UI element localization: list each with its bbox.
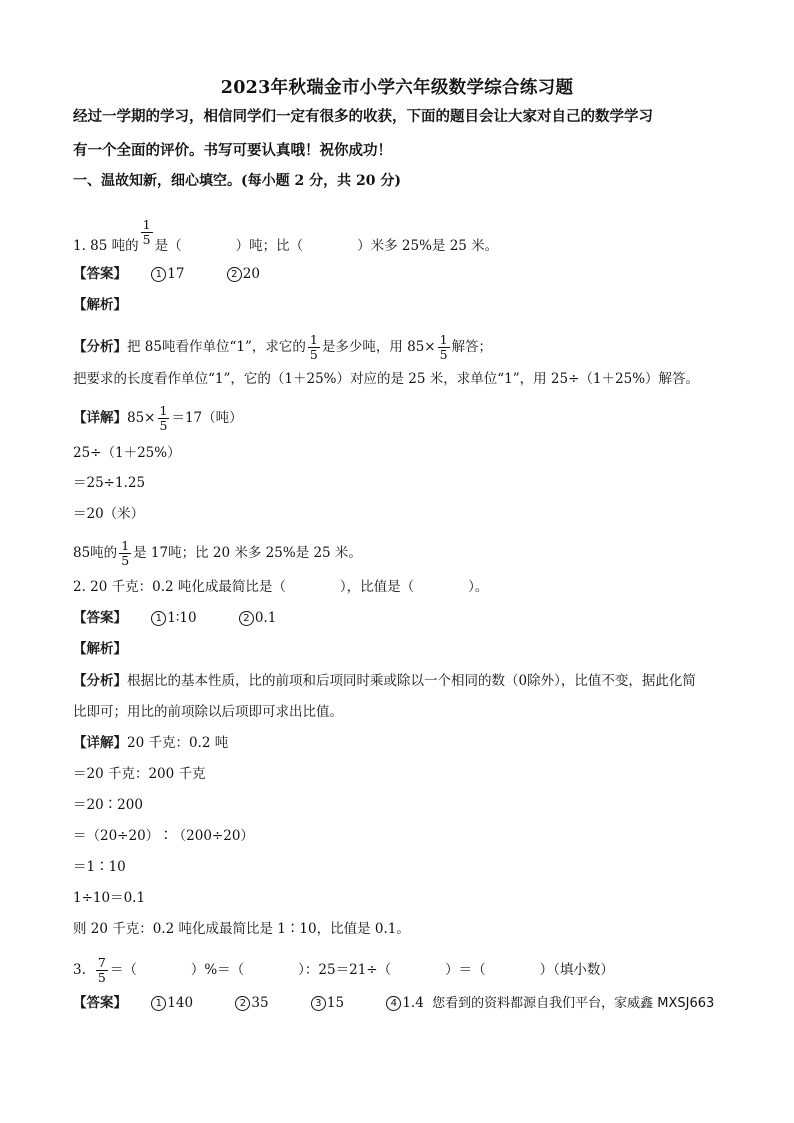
q1-fenxi-frac-2 xyxy=(438,333,450,362)
answer-label: 【答案】 xyxy=(73,610,127,626)
q1-conclusion-b: 是 17吨；比 20 米多 25%是 25 米。 xyxy=(133,545,362,561)
intro-line-1: 经过一学期的学习，相信同学们一定有很多的收获，下面的题目会让大家对自己的数学学习 xyxy=(73,108,653,125)
q2-detail-first: 20 千克：0.2 吨 xyxy=(127,735,229,751)
frac-den: 5 xyxy=(121,553,130,568)
circled-number-icon: 1 xyxy=(151,267,166,282)
q1-detail-a: 85× xyxy=(127,410,156,426)
q1-answer-row xyxy=(73,265,284,283)
q1-detail-b: ＝17（吨） xyxy=(171,410,243,426)
fenxi-label: 【分析】 xyxy=(73,673,127,689)
q1-conclusion-frac xyxy=(119,539,131,568)
q3-frac-den: 5 xyxy=(97,970,106,985)
q2-fenxi-text: 根据比的基本性质，比的前项和后项同时乘或除以一个相同的数（0除外），比值不变，据此化简 xyxy=(127,673,696,689)
q1-conclusion xyxy=(73,539,362,568)
q2-step-1: ＝20 千克：200 千克 xyxy=(73,766,206,782)
q1-fenxi-line-2: 把要求的长度看作单位“1”，它的（1＋25%）对应的是 25 米，求单位“1”，用 25÷（1＋25%）解答。 xyxy=(73,371,700,387)
watermark-text: 您看到的资料都源自我们平台，家威鑫 MXSJ663 xyxy=(432,996,715,1011)
circled-number-icon: 2 xyxy=(239,611,254,626)
detail-label: 【详解】 xyxy=(73,735,127,751)
q2-step-4: ＝1∶10 xyxy=(73,859,126,875)
q3-answer-1: 140 xyxy=(167,995,194,1011)
q2-answer-1: 1∶10 xyxy=(167,610,197,626)
circled-number-icon: 1 xyxy=(151,996,166,1011)
frac-den: 5 xyxy=(159,418,168,433)
q1-frac-num: 1 xyxy=(142,217,151,232)
frac-num: 1 xyxy=(159,403,168,418)
frac-num: 1 xyxy=(121,538,130,553)
q1-fenxi-frac-1 xyxy=(308,333,320,362)
circled-number-icon: 3 xyxy=(311,996,326,1011)
q1-detail-line xyxy=(73,404,243,433)
q1-fenxi-a: 把 85吨看作单位“1”，求它的 xyxy=(127,339,306,355)
page-title: 2023年秋瑞金市小学六年级数学综合练习题 xyxy=(220,78,574,98)
question-1 xyxy=(73,217,499,261)
q1-fenxi-b: 是多少吨，用 85× xyxy=(321,339,436,355)
q3-answer-2: 35 xyxy=(251,995,269,1011)
q1-step-2: ＝25÷1.25 xyxy=(73,475,146,491)
q1-fenxi-c: 解答； xyxy=(451,339,493,355)
q2-step-3: ＝（20÷20）∶（200÷20） xyxy=(73,828,254,844)
analysis-label: 【解析】 xyxy=(73,641,127,657)
q2-step-2: ＝20∶200 xyxy=(73,797,143,813)
circled-number-icon: 2 xyxy=(227,267,242,282)
circled-number-icon: 4 xyxy=(386,996,401,1011)
answer-label: 【答案】 xyxy=(73,995,127,1011)
frac-num: 1 xyxy=(309,332,318,347)
q3-answer-3: 15 xyxy=(326,995,345,1011)
q1-answer-1: 17 xyxy=(167,266,185,282)
fenxi-label: 【分析】 xyxy=(73,339,127,355)
q2-answer-2: 0.1 xyxy=(254,610,277,626)
analysis-label: 【解析】 xyxy=(73,297,127,313)
q1-fenxi-line-1 xyxy=(73,333,492,362)
intro-line-2: 有一个全面的评价。书写可要认真哦！祝你成功！ xyxy=(73,142,392,159)
q3-frac-num: 7 xyxy=(97,955,106,970)
q3-answer-row xyxy=(73,994,714,1013)
q1-frac-den: 5 xyxy=(142,232,151,247)
q1-answer-2: 20 xyxy=(242,266,260,282)
circled-number-icon: 2 xyxy=(235,996,250,1011)
section-heading-1: 一、温故知新，细心填空。(每小题 2 分，共 20 分) xyxy=(73,173,401,189)
q1-prefix: 1. 85 吨的 xyxy=(73,238,139,254)
q2-conclusion: 则 20 千克：0.2 吨化成最简比是 1∶10，比值是 0.1。 xyxy=(73,921,410,937)
q1-rest: 是（ ）吨；比（ ）米多 25%是 25 米。 xyxy=(154,238,499,254)
frac-den: 5 xyxy=(439,347,448,362)
q1-conclusion-a: 85吨的 xyxy=(73,545,118,561)
frac-den: 5 xyxy=(309,347,318,362)
q2-fenxi-line-2: 比即可；用比的前项除以后项即可求出比值。 xyxy=(73,704,343,720)
q1-step-3: ＝20（米） xyxy=(73,506,145,522)
q2-answer-row xyxy=(73,609,300,627)
q1-detail-frac xyxy=(158,404,170,433)
frac-num: 1 xyxy=(439,332,448,347)
q2-step-5: 1÷10＝0.1 xyxy=(73,890,146,906)
q3-prefix: 3. xyxy=(73,962,86,978)
q3-rest: ＝（ ）%＝（ ）：25＝21÷（ ）＝（ ）（填小数） xyxy=(109,962,614,978)
question-3 xyxy=(73,956,614,985)
q3-answer-4: 1.4 xyxy=(402,995,424,1011)
q2-fenxi-line-1 xyxy=(73,672,696,690)
circled-number-icon: 1 xyxy=(151,611,166,626)
detail-label: 【详解】 xyxy=(73,410,127,426)
q3-fraction xyxy=(96,956,108,985)
q1-fraction xyxy=(141,218,153,247)
question-2: 2. 20 千克：0.2 吨化成最简比是（ ），比值是（ ）。 xyxy=(73,579,489,595)
answer-label: 【答案】 xyxy=(73,266,127,282)
q1-step-1: 25÷（1＋25%） xyxy=(73,445,181,461)
q2-detail-line xyxy=(73,734,228,752)
